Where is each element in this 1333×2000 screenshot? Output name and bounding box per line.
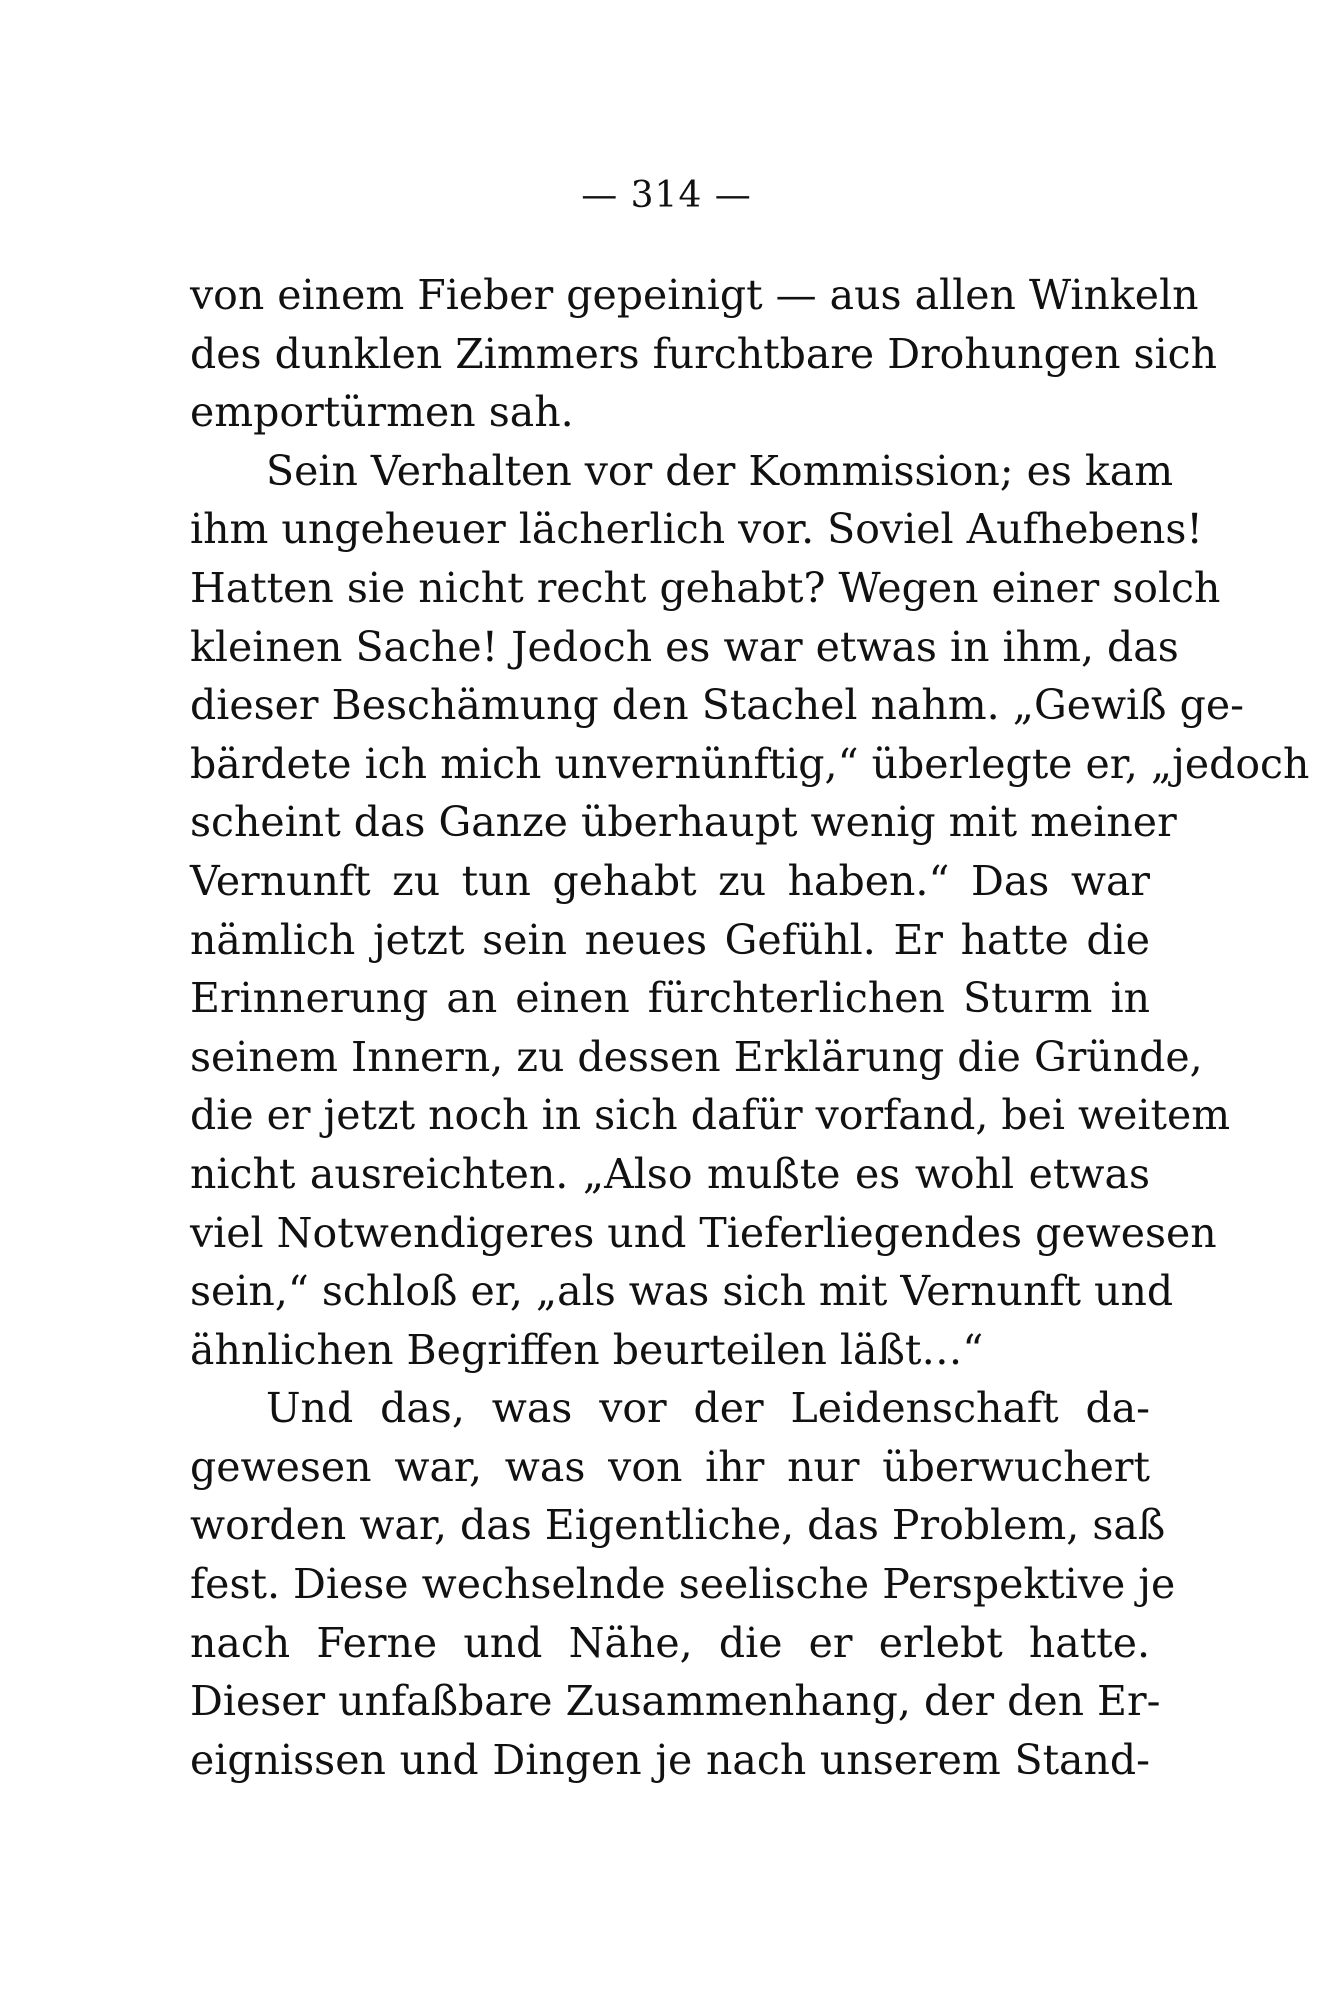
- text-line: worden war, das Eigentliche, das Problem, saß: [190, 1501, 1166, 1550]
- text-line: scheint das Ganze überhaupt wenig mit meiner: [190, 798, 1177, 847]
- text-line: Dieser unfaßbare Zusammenhang, der den Er-: [190, 1677, 1161, 1726]
- text-line: Sein Verhalten vor der Kommission; es kam: [266, 446, 1174, 495]
- text-line: nämlich jetzt sein neues Gefühl. Er hatte die: [190, 915, 1150, 964]
- text-line: von einem Fieber gepeinigt — aus allen Winkeln: [190, 271, 1199, 319]
- text-line: ihm ungeheuer lächerlich vor. Soviel Aufhebens!: [190, 505, 1203, 554]
- text-line: Und das, was vor der Leidenschaft da-: [266, 1384, 1150, 1433]
- page-number: — 314 —: [581, 175, 752, 216]
- text-line: eignissen und Dingen je nach unserem Stand-: [190, 1735, 1150, 1784]
- text-line: dieser Beschämung den Stachel nahm. „Gewiß ge-: [190, 681, 1244, 730]
- text-line: die er jetzt noch in sich dafür vorfand, bei weitem: [190, 1091, 1231, 1140]
- text-line: seinem Innern, zu dessen Erklärung die Gründe,: [190, 1032, 1203, 1081]
- text-line: des dunklen Zimmers furchtbare Drohungen sich: [190, 329, 1218, 378]
- text-line: viel Notwendigeres und Tieferliegendes gewesen: [190, 1208, 1217, 1257]
- text-line: Hatten sie nicht recht gehabt? Wegen einer solch: [190, 563, 1221, 612]
- body-text: [190, 266, 1310, 1789]
- text-line: bärdete ich mich unvernünftig,“ überlegte er, „jedoch: [190, 739, 1310, 788]
- text-line: nach Ferne und Nähe, die er erlebt hatte.: [190, 1618, 1150, 1667]
- text-line: emportürmen sah.: [190, 388, 574, 437]
- text-line: fest. Diese wechselnde seelische Perspektive je: [190, 1560, 1176, 1609]
- text-line: Erinnerung an einen fürchterlichen Sturm in: [190, 974, 1150, 1023]
- text-line: gewesen war, was von ihr nur überwuchert: [190, 1442, 1150, 1491]
- text-line: sein,“ schloß er, „als was sich mit Vernunft und: [190, 1267, 1174, 1316]
- text-line: kleinen Sache! Jedoch es war etwas in ihm, das: [190, 622, 1179, 671]
- text-line: ähnlichen Begriffen beurteilen läßt…“: [190, 1325, 984, 1374]
- text-line: nicht ausreichten. „Also mußte es wohl etwas: [190, 1149, 1150, 1198]
- text-line: Vernunft zu tun gehabt zu haben.“ Das war: [190, 856, 1150, 905]
